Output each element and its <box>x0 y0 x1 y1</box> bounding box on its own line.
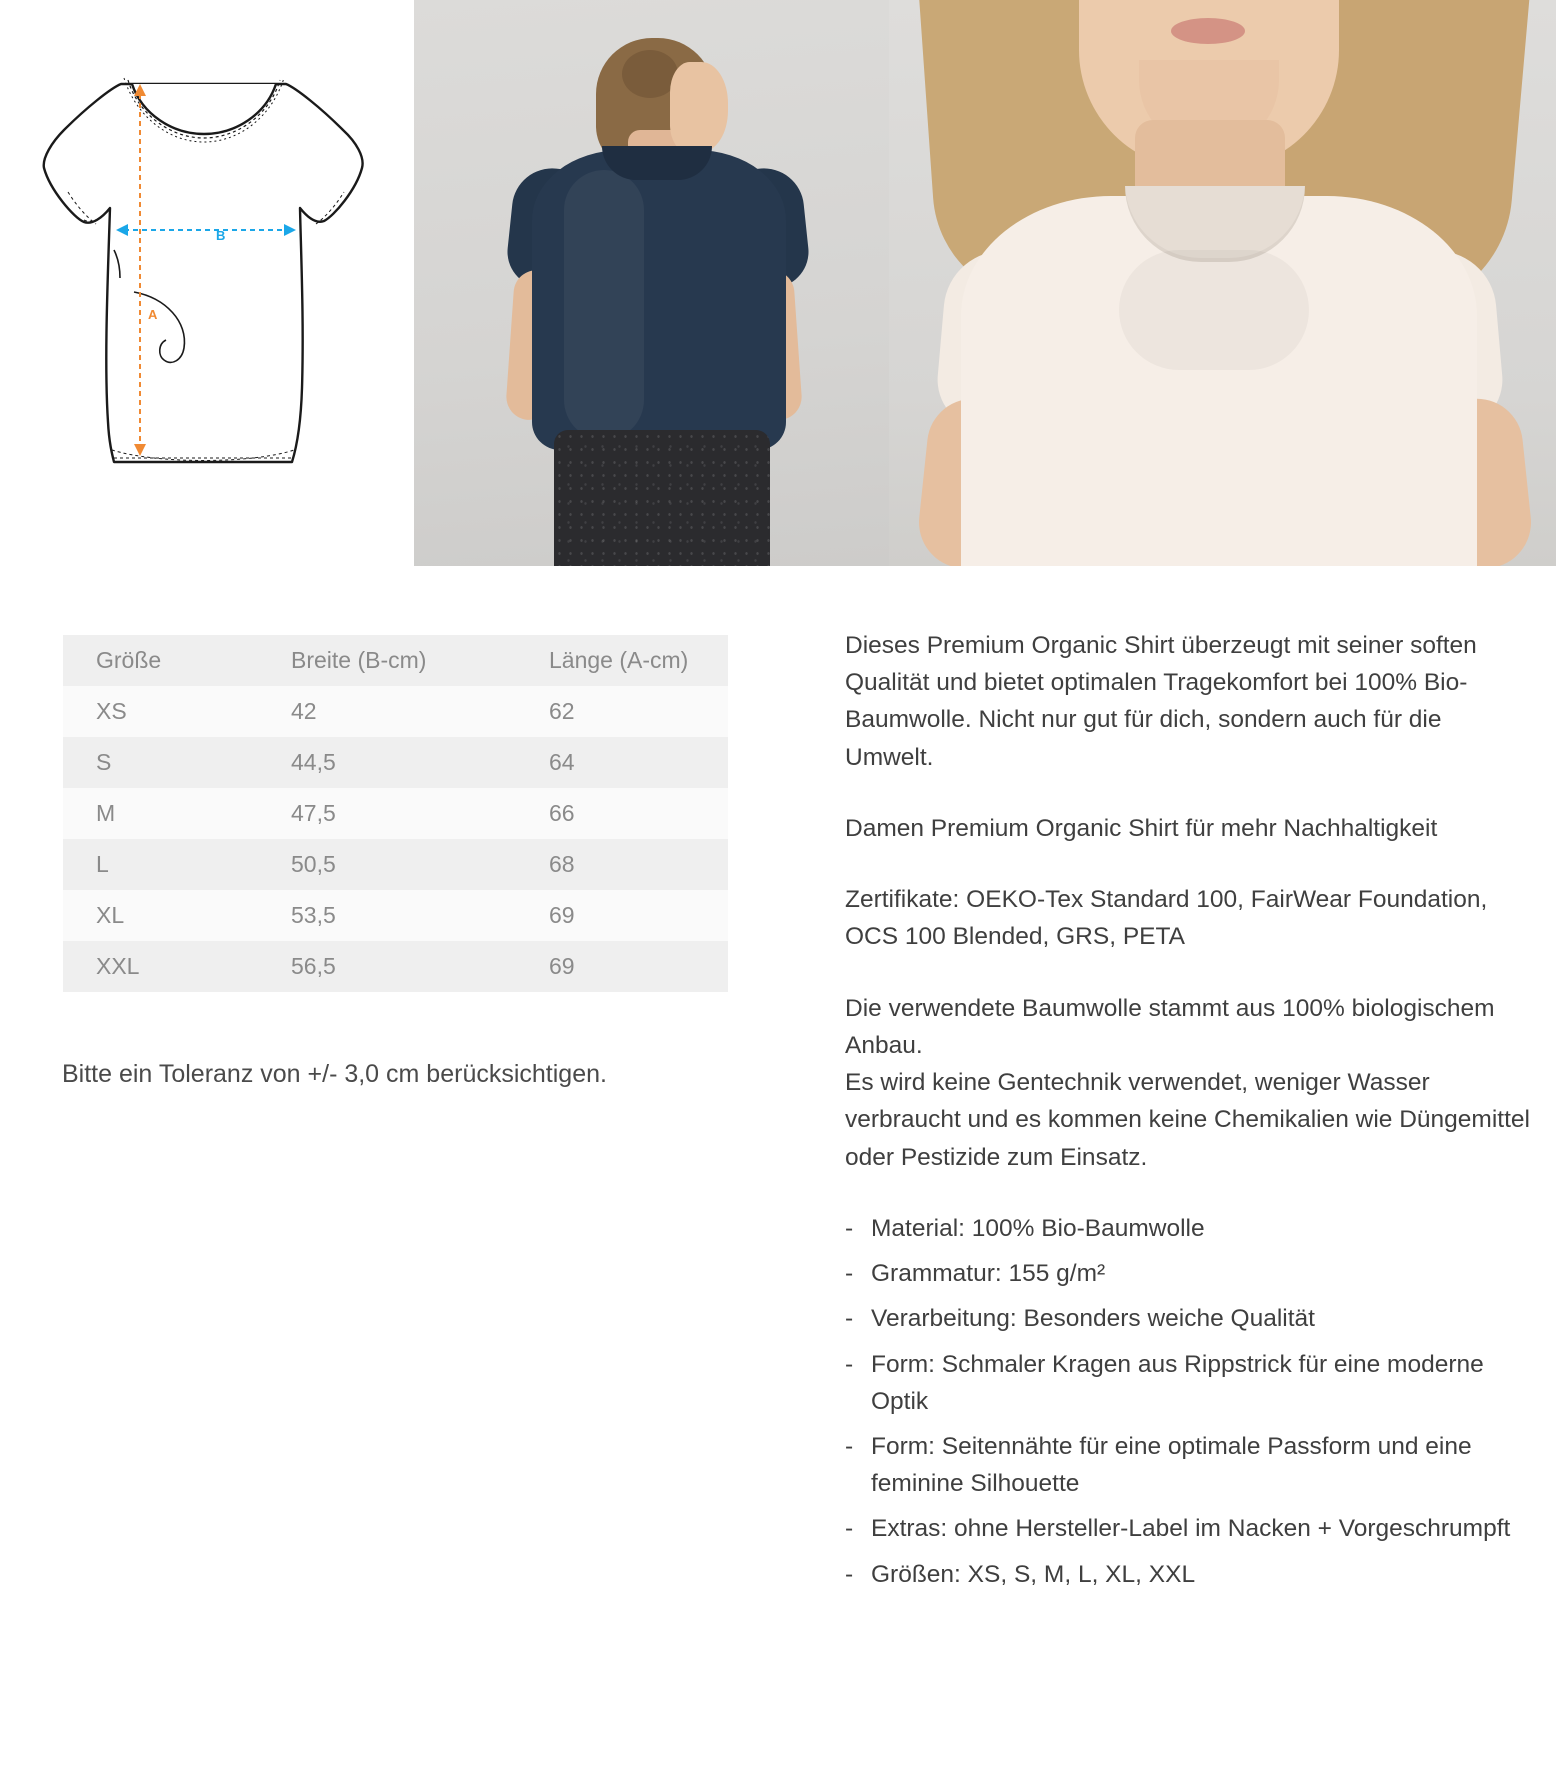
table-header-row <box>63 635 728 686</box>
cell-length: 69 <box>549 953 575 979</box>
tshirt-outline-svg <box>16 22 396 472</box>
bullet-dash: - <box>845 1515 854 1543</box>
description-subtitle: Damen Premium Organic Shirt für mehr Nachhaltigkeit <box>845 814 1438 842</box>
description-intro: Dieses Premium Organic Shirt überzeugt mit seiner soften Qualität und bietet optimalen Tragekomfort bei 100% Bio-Baumwolle. Nicht nur gut für dich, sondern auch für die Umwelt. <box>845 632 1477 771</box>
list-item-label: Größen: XS, S, M, L, XL, XXL <box>871 1560 1196 1588</box>
list-item <box>845 1255 1535 1292</box>
cell-length: 66 <box>549 800 575 826</box>
table-row <box>63 890 728 941</box>
table-row <box>63 941 728 992</box>
list-item <box>845 1210 1535 1247</box>
bullet-dash: - <box>845 1305 854 1333</box>
model-front-closeup-white-shirt <box>889 0 1556 566</box>
column-header-width: Breite (B-cm) <box>291 647 427 673</box>
cell-length: 68 <box>549 851 575 877</box>
cell-width: 42 <box>291 698 317 724</box>
list-item-label: Verarbeitung: Besonders weiche Qualität <box>871 1305 1315 1333</box>
cell-size: XXL <box>96 953 140 979</box>
size-chart-table <box>63 635 728 992</box>
shirt-fold-shading <box>564 170 644 440</box>
model-face-profile <box>670 62 728 152</box>
list-item-label: Form: Schmaler Kragen aus Rippstrick für eine moderne Optik <box>871 1350 1484 1415</box>
model-lips <box>1171 18 1245 44</box>
size-chart-header <box>63 635 728 686</box>
list-item <box>845 1428 1535 1502</box>
list-item <box>845 1510 1535 1547</box>
cell-size: XL <box>96 902 125 928</box>
length-measure-label: A <box>148 307 158 322</box>
column-header-size: Größe <box>96 647 162 673</box>
cell-length: 62 <box>549 698 575 724</box>
cell-size: L <box>96 851 109 877</box>
product-image-strip <box>0 0 1556 566</box>
table-row <box>63 737 728 788</box>
cell-size: XS <box>96 698 127 724</box>
bullet-dash: - <box>845 1260 854 1288</box>
cell-width: 44,5 <box>291 749 336 775</box>
technical-drawing-womens-tshirt <box>16 22 396 472</box>
bullet-dash: - <box>845 1560 854 1588</box>
technical-drawing-panel <box>0 0 414 566</box>
bullet-dash: - <box>845 1350 854 1378</box>
list-item <box>845 1346 1535 1420</box>
table-row <box>63 686 728 737</box>
cell-length: 69 <box>549 902 575 928</box>
description-certificates: Zertifikate: OEKO-Tex Standard 100, FairWear Foundation, OCS 100 Blended, GRS, PETA <box>845 886 1488 951</box>
cell-width: 56,5 <box>291 953 336 979</box>
list-item-label: Grammatur: 155 g/m² <box>871 1260 1106 1288</box>
cotton-line-2: Es wird keine Gentechnik verwendet, weniger Wasser verbraucht und es kommen keine Chemikalien wie Düngemittel oder Pestizide zum Einsatz. <box>845 1069 1530 1171</box>
column-header-length: Länge (A-cm) <box>549 647 689 673</box>
list-item <box>845 1556 1535 1593</box>
table-row <box>63 839 728 890</box>
size-chart-body <box>63 686 728 992</box>
cell-size: M <box>96 800 116 826</box>
bullet-dash: - <box>845 1432 854 1460</box>
product-spec-list <box>845 1210 1535 1593</box>
cell-size: S <box>96 749 112 775</box>
cell-width: 53,5 <box>291 902 336 928</box>
shirt-collar-back <box>602 146 712 180</box>
tolerance-note: Bitte ein Toleranz von +/- 3,0 cm berücksichtigen. <box>62 1060 607 1088</box>
jeans-texture <box>554 430 770 566</box>
cell-width: 47,5 <box>291 800 336 826</box>
table-row <box>63 788 728 839</box>
list-item <box>845 1300 1535 1337</box>
bullet-dash: - <box>845 1214 854 1242</box>
cell-length: 64 <box>549 749 575 775</box>
cell-width: 50,5 <box>291 851 336 877</box>
description-cotton <box>845 990 1535 1176</box>
cotton-line-1: Die verwendete Baumwolle stammt aus 100% biologischem Anbau. <box>845 994 1495 1059</box>
width-measure-label: B <box>216 228 226 243</box>
list-item-label: Extras: ohne Hersteller-Label im Nacken + Vorgeschrumpft <box>871 1515 1511 1543</box>
model-back-view-navy-shirt <box>414 0 889 566</box>
list-item-label: Form: Seitennähte für eine optimale Passform und eine feminine Silhouette <box>871 1432 1472 1498</box>
product-description <box>845 627 1535 1601</box>
list-item-label: Material: 100% Bio-Baumwolle <box>871 1214 1205 1242</box>
shirt-chest-shading <box>1119 250 1309 370</box>
